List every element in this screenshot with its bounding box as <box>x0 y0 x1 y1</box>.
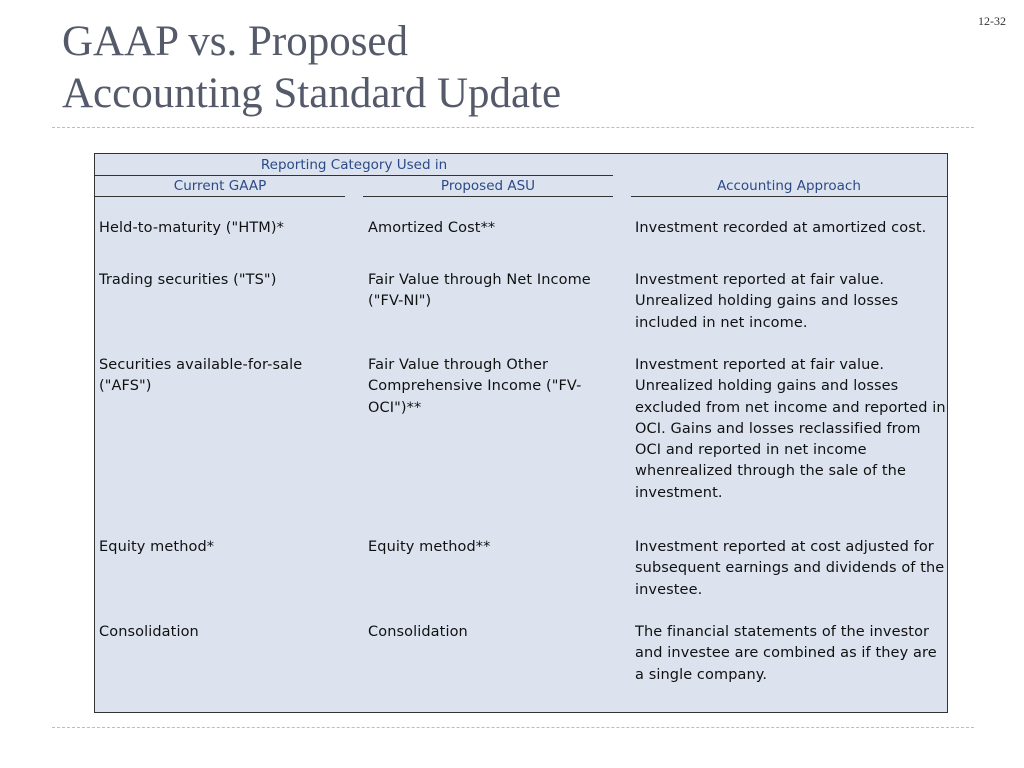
cell-accounting-approach: The financial statements of the investor and investee are combined as if they are a single company. <box>635 624 937 683</box>
cell-proposed-asu: Amortized Cost** <box>368 220 496 236</box>
column-rule-proposed-asu <box>363 196 613 197</box>
column-rule-current-gaap <box>95 196 345 197</box>
comparison-table <box>94 153 948 713</box>
column-rule-accounting-approach <box>631 196 947 197</box>
cell-accounting-approach: Investment reported at cost adjusted for subsequent earnings and dividends of the investee. <box>635 539 945 598</box>
cell-current-gaap: Equity method* <box>99 539 215 555</box>
title-line-2: Accounting Standard Update <box>62 70 562 117</box>
title-line-1: GAAP vs. Proposed <box>62 18 409 65</box>
cell-current-gaap: Consolidation <box>99 624 199 640</box>
top-divider <box>52 127 974 128</box>
column-header-current-gaap: Current GAAP <box>173 178 267 194</box>
slide-title <box>62 16 561 120</box>
cell-accounting-approach: Investment recorded at amortized cost. <box>635 220 927 236</box>
cell-current-gaap: Held-to-maturity ("HTM)* <box>99 220 285 236</box>
column-header-accounting-approach: Accounting Approach <box>717 178 861 194</box>
group-header-rule <box>95 175 613 176</box>
bottom-divider <box>52 727 974 728</box>
cell-current-gaap: Securities available-for-sale ("AFS") <box>99 357 303 395</box>
cell-accounting-approach: Investment reported at fair value. Unrealized holding gains and losses excluded from net income and reported in OCI. Gains and losses reclassified from OCI and reported in net income whenrealized through the sale of the investment. <box>635 357 946 501</box>
cell-accounting-approach: Investment reported at fair value. Unrealized holding gains and losses included in net income. <box>635 272 899 331</box>
cell-proposed-asu: Fair Value through Other Comprehensive Income ("FV-OCI")** <box>368 357 582 416</box>
column-header-proposed-asu: Proposed ASU <box>440 178 536 194</box>
cell-proposed-asu: Fair Value through Net Income ("FV-NI") <box>368 272 591 310</box>
cell-proposed-asu: Consolidation <box>368 624 468 640</box>
page-number: 12-32 <box>978 14 1006 28</box>
cell-proposed-asu: Equity method** <box>368 539 491 555</box>
group-header: Reporting Category Used in <box>260 157 448 173</box>
cell-current-gaap: Trading securities ("TS") <box>99 272 277 288</box>
